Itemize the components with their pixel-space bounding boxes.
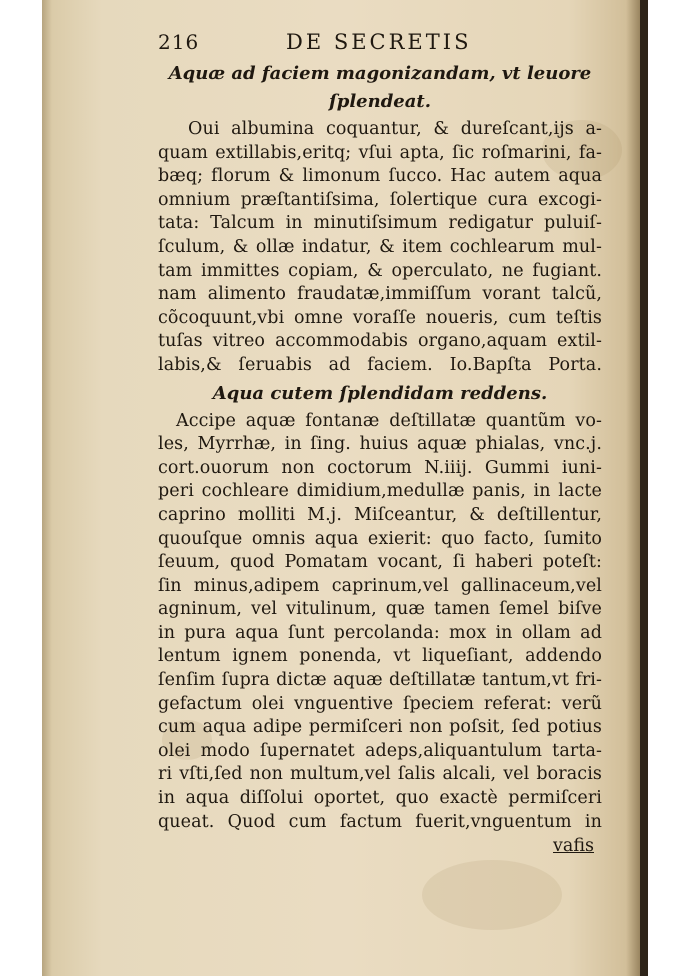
text-line: lentum ignem ponenda, vt liqueſiant, addendo	[158, 646, 602, 667]
text-line: queat. Quod cum factum fuerit,vnguentum in	[158, 811, 602, 832]
text-line: ſculum, & ollæ indatur, & item cochlearum mul-	[158, 236, 602, 257]
text-line: Accipe aquæ fontanæ deſtillatæ quantũm vo-	[176, 410, 602, 431]
page-edge-shadow	[626, 0, 640, 976]
text-line: ſin minus,adipem caprinum,vel gallinaceum,vel	[158, 575, 602, 596]
text-line: labis,& ſeruabis ad faciem. Io.Bapſta Porta.	[158, 354, 602, 375]
text-line: Oui albumina coquantur, & dureſcant,ijs a-	[188, 119, 602, 139]
section-heading-line: ſplendeat.	[329, 91, 431, 112]
page-text-block	[158, 28, 602, 858]
page-gutter-shadow	[42, 0, 52, 976]
page-number: 216	[158, 30, 200, 54]
catchword: vafis	[553, 836, 594, 857]
text-line: olei modo ſupernatet adeps,aliquantulum tarta-	[158, 740, 602, 761]
running-title: DE SECRETIS	[286, 30, 472, 54]
text-line: ri vſti,ſed non multum,vel ſalis alcali, vel boracis	[158, 764, 602, 785]
text-line: peri cochleare dimidium,medullæ panis, in lacte	[158, 481, 602, 502]
text-line: ſenſim ſupra dictæ aquæ deſtillatæ tantum,vt fri-	[158, 670, 602, 691]
text-line: cort.ouorum non coctorum N.iiij. Gummi iuni-	[158, 457, 602, 478]
text-line: caprino molliti M.j. Miſceantur, & deſtillentur,	[158, 504, 602, 525]
section-heading-line: Aqua cutem ſplendidam reddens.	[212, 382, 548, 404]
text-line: ſeuum, quod Pomatam vocant, ſi haberi poteſt:	[158, 552, 602, 573]
section-2	[158, 382, 602, 835]
text-line: in pura aqua ſunt percolanda: mox in ollam ad	[158, 622, 602, 643]
text-line: tata: Talcum in minutiſsimum redigatur puluiſ-	[158, 213, 602, 234]
text-line: les, Myrrhæ, in ſing. huius aquæ phialas, vnc.j.	[158, 434, 602, 455]
section-heading-line: Aquæ ad faciem magonizandam, vt leuore	[168, 63, 592, 84]
text-line: omnium præſtantiſsima, ſolertique cura excogi-	[158, 189, 602, 210]
running-head	[158, 28, 602, 58]
text-line: tam immittes copiam, & operculato, ne fugiant.	[158, 260, 602, 281]
paper-stain	[422, 860, 562, 930]
book-binding-edge	[640, 0, 648, 976]
text-line: bæq; florum & limonum ſucco. Hac autem aqua	[158, 166, 602, 187]
text-line: quouſque omnis aqua exierit: quo facto, ſumito	[158, 528, 602, 549]
text-line: gefactum olei vnguentive ſpeciem referat: verũ	[158, 693, 602, 714]
text-line: nam alimento fraudatæ,immiſſum vorant talcũ,	[158, 284, 602, 305]
text-line: tuſas vitreo accommodabis organo,aquam extil-	[158, 331, 602, 352]
text-line: in aqua diſſolui oportet, quo exactè permiſceri	[158, 788, 602, 809]
text-line: cum aqua adipe permiſceri non poſsit, ſed potius	[158, 717, 602, 738]
text-line: quam extillabis,eritq; vſui apta, ſic roſmarini, fa-	[158, 142, 602, 163]
section-1	[158, 62, 602, 378]
text-line: cõcoquunt,vbi omne voraſſe noueris, cum teſtis	[158, 307, 602, 328]
text-line: agninum, vel vitulinum, quæ tamen ſemel biſve	[158, 599, 602, 620]
